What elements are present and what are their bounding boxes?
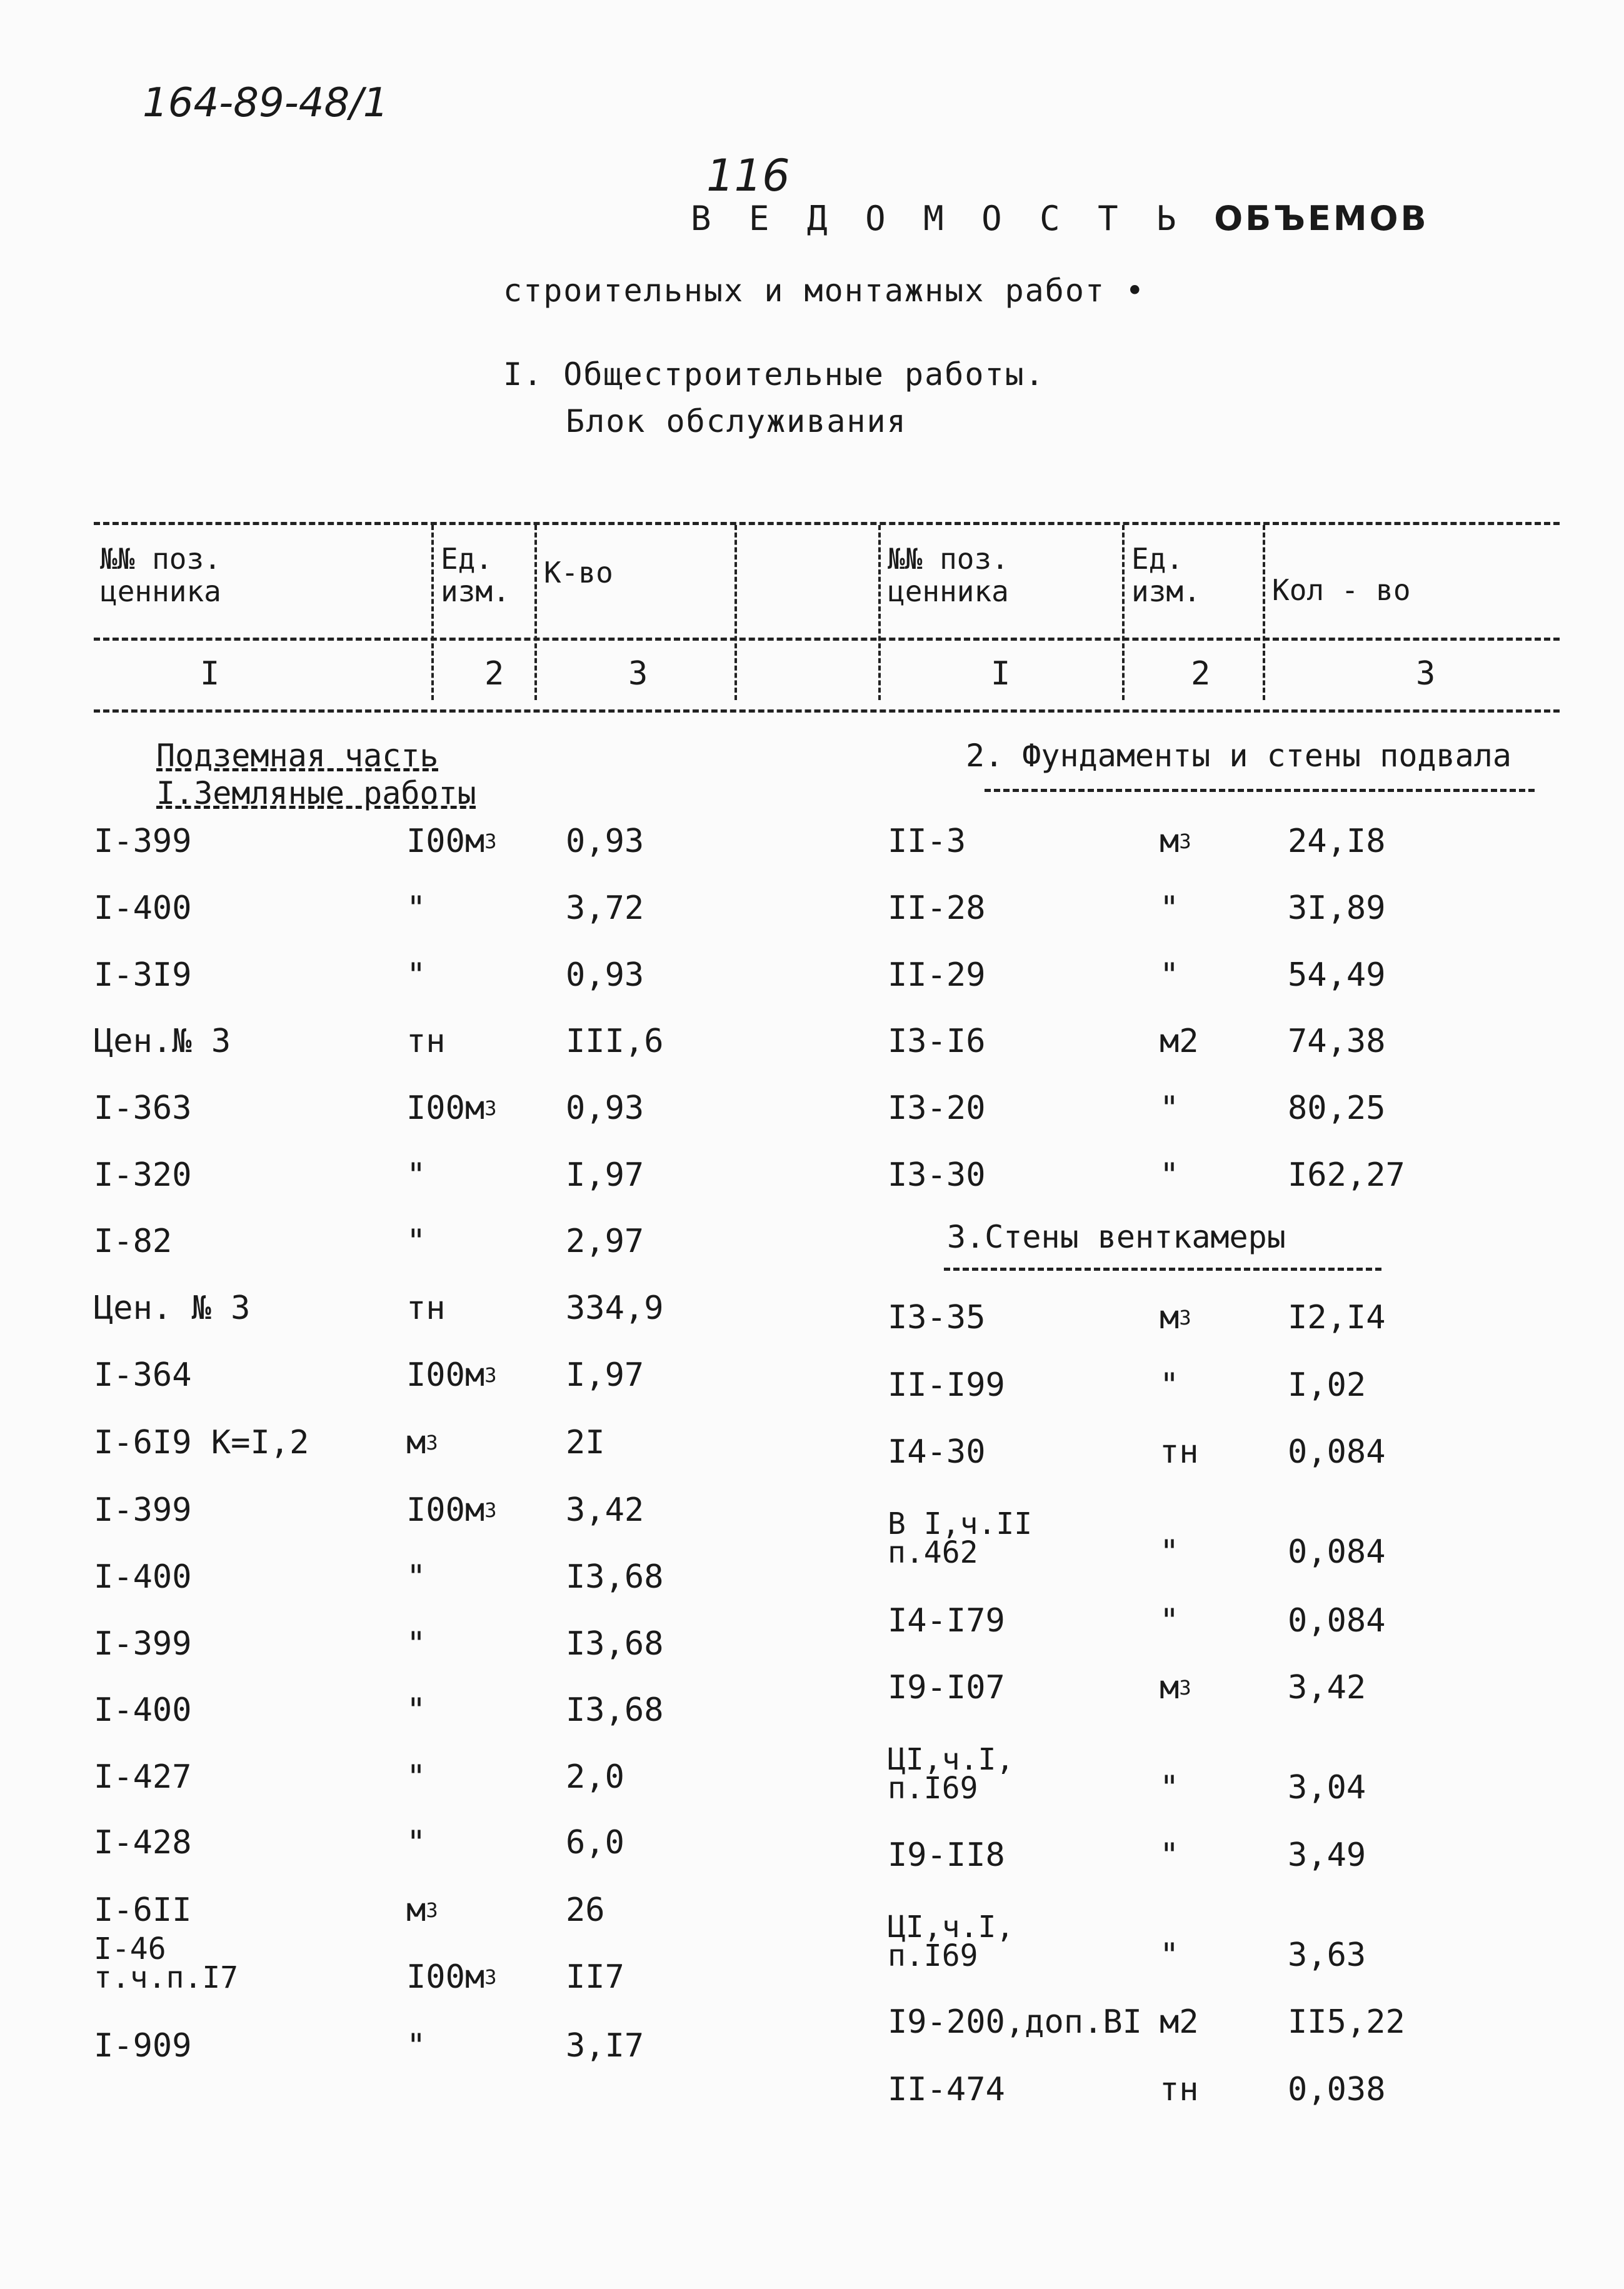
header-qty-right: Кол - во [1272,573,1411,607]
right-qty-cell: 3,04 [1288,1769,1366,1806]
header-unit-left: Ед. изм. [441,542,510,608]
header-pos-right: №№ поз. ценника [888,542,1009,608]
right-qty-cell: 54,49 [1288,956,1386,994]
right-qty-cell: 0,084 [1288,1433,1386,1471]
right-pos-cell: II-474 [888,2071,1005,2108]
left-qty-cell: II7 [566,1958,624,1996]
right-pos-cell: I3-20 [888,1089,986,1127]
right-pos-cell: I4-I79 [888,1602,1005,1640]
left-pos-cell: I-399 [94,1491,192,1529]
left-unit-cell: " [406,1824,426,1861]
left-qty-cell: 3,42 [566,1491,644,1529]
left-qty-cell: 2I [566,1424,605,1461]
left-unit-cell: $I00м^3$ [406,1491,497,1529]
left-unit-cell: " [406,889,426,927]
header-pos-left: №№ поз. ценника [100,542,221,608]
right-heading-foundations: 2. Фундаменты и стены подвала [966,738,1511,774]
right-heading-ventchamber: 3.Стены венткамеры [947,1219,1286,1255]
right-unit-cell: " [1160,1836,1180,1874]
right-heading-foundations-underline [985,789,1535,792]
right-unit-cell: " [1160,956,1180,994]
left-pos-cell: I-400 [94,1691,192,1729]
left-pos-cell: I-427 [94,1758,192,1796]
header-rule-top [94,522,1560,525]
left-unit-cell: " [406,2027,426,2065]
left-qty-cell: 3,72 [566,889,644,927]
right-qty-cell: 3,49 [1288,1836,1366,1874]
right-unit-cell: " [1160,1769,1180,1806]
title-line-2-text: строительных и монтажных работ [503,273,1106,309]
right-pos-cell: I9-I07 [888,1669,1005,1706]
right-qty-cell: 3,63 [1288,1936,1366,1974]
right-pos-cell: II-28 [888,889,986,927]
page-number: 116 [706,150,790,201]
left-qty-cell: 2,97 [566,1223,644,1260]
left-qty-cell: I3,68 [566,1625,664,1663]
right-unit-cell: $м^3$ [1160,823,1191,860]
left-pos-cell: I-400 [94,889,192,927]
left-qty-cell: 334,9 [566,1290,664,1327]
col-divider [534,525,537,700]
left-qty-cell: 0,93 [566,823,644,860]
left-unit-cell: " [406,1691,426,1729]
right-qty-cell: I,02 [1288,1366,1366,1404]
right-unit-cell: $м^3$ [1160,1669,1191,1706]
left-pos-cell: I-399 [94,823,192,860]
right-pos-cell: II-3 [888,823,966,860]
right-qty-cell: 74,38 [1288,1023,1386,1060]
right-unit-cell: тн [1160,2071,1199,2108]
title-word: ОБЪЕМОВ [1214,199,1429,238]
header-qty-left: К-во [544,556,613,589]
left-qty-cell: I3,68 [566,1558,664,1596]
left-pos-cell: I-364 [94,1356,192,1394]
left-pos-cell: Цен. № 3 [94,1290,251,1327]
document-title [691,199,1429,238]
left-pos-cell: I-363 [94,1089,192,1127]
col-divider [878,525,881,700]
left-pos-cell: I-3I9 [94,956,192,994]
right-unit-cell: м2 [1160,1023,1199,1060]
left-unit-cell: $м^3$ [406,1891,438,1929]
right-qty-cell: 24,I8 [1288,823,1386,860]
left-pos-cell: I-399 [94,1625,192,1663]
right-qty-cell: 0,038 [1288,2071,1386,2108]
left-qty-cell: 2,0 [566,1758,624,1796]
header-unit-right: Ед. изм. [1131,542,1201,608]
right-heading-ventchamber-underline [944,1268,1381,1271]
right-unit-cell: " [1160,1366,1180,1404]
right-qty-cell: 0,084 [1288,1602,1386,1640]
right-pos-cell: I9-II8 [888,1836,1005,1874]
left-unit-cell: $I00м^3$ [406,1958,497,1996]
left-unit-cell: $м^3$ [406,1424,438,1461]
left-pos-cell: Цен.№ 3 [94,1023,231,1060]
header-number-2-left: 2 [484,655,504,693]
right-pos-cell: I3-35 [888,1299,986,1336]
left-qty-cell: 26 [566,1891,605,1929]
left-unit-cell: $I00м^3$ [406,823,497,860]
right-pos-cell: II-29 [888,956,986,994]
right-qty-cell: I2,I4 [1288,1299,1386,1336]
right-unit-cell: тн [1160,1433,1199,1471]
right-qty-cell: 3I,89 [1288,889,1386,927]
right-unit-cell: " [1160,1602,1180,1640]
right-pos-cell: ЦI,ч.I, п.I69 [888,1742,1015,1806]
document-code: 164-89-48/1 [143,80,389,126]
right-unit-cell: м2 [1160,2003,1199,2041]
right-pos-cell: ЦI,ч.I, п.I69 [888,1910,1015,1973]
left-heading-underground: Подземная часть [156,738,439,774]
left-unit-cell: $I00м^3$ [406,1356,497,1394]
left-unit-cell: $I00м^3$ [406,1089,497,1127]
col-divider [431,525,434,700]
header-number-1-right: I [991,655,1011,693]
left-unit-cell: " [406,1625,426,1663]
title-spaced: В Е Д О М О С Т Ь [691,199,1185,238]
left-qty-cell: I,97 [566,1356,644,1394]
right-unit-cell: " [1160,889,1180,927]
left-qty-cell: 0,93 [566,956,644,994]
block-title: Блок обслуживания [566,403,907,439]
right-unit-cell: " [1160,1936,1180,1974]
header-number-3-left: 3 [628,655,648,693]
col-divider [1122,525,1125,700]
left-unit-cell: " [406,1223,426,1260]
left-qty-cell: I,97 [566,1156,644,1194]
right-pos-cell: II-I99 [888,1366,1005,1404]
title-line-2 [503,273,1145,309]
col-divider [1263,525,1265,700]
right-qty-cell: I62,27 [1288,1156,1405,1194]
left-pos-cell: I-400 [94,1558,192,1596]
header-rule-bottom [94,709,1560,713]
right-qty-cell: 3,42 [1288,1669,1366,1706]
left-unit-cell: " [406,1558,426,1596]
right-pos-cell: I3-I6 [888,1023,986,1060]
left-pos-cell: I-82 [94,1223,173,1260]
left-pos-cell: I-46 т.ч.п.I7 [94,1931,239,1995]
left-unit-cell: " [406,1156,426,1194]
right-qty-cell: II5,22 [1288,2003,1405,2041]
left-pos-cell: I-909 [94,2027,192,2065]
right-qty-cell: 80,25 [1288,1089,1386,1127]
right-unit-cell: $м^3$ [1160,1299,1191,1336]
right-pos-cell: В I,ч.II п.462 [888,1506,1033,1570]
left-qty-cell: I3,68 [566,1691,664,1729]
header-number-2-right: 2 [1191,655,1211,693]
left-unit-cell: тн [406,1023,446,1060]
left-qty-cell: 0,93 [566,1089,644,1127]
left-unit-cell: " [406,956,426,994]
col-divider [734,525,737,700]
right-unit-cell: " [1160,1156,1180,1194]
left-pos-cell: I-320 [94,1156,192,1194]
left-qty-cell: III,6 [566,1023,664,1060]
right-unit-cell: " [1160,1089,1180,1127]
left-qty-cell: 3,I7 [566,2027,644,2065]
header-number-3-right: 3 [1416,655,1436,693]
left-unit-cell: тн [406,1290,446,1327]
left-unit-cell: " [406,1758,426,1796]
header-rule-middle [94,638,1560,641]
left-heading-earthworks: I.Земляные работы [156,775,476,811]
title-line-2-tail: • [1125,273,1146,309]
right-qty-cell: 0,084 [1288,1533,1386,1571]
left-pos-cell: I-6I9 К=I,2 [94,1424,309,1461]
right-unit-cell: " [1160,1533,1180,1571]
right-pos-cell: I4-30 [888,1433,986,1471]
right-pos-cell: I9-200,доп.BI [888,2003,1142,2041]
left-pos-cell: I-6II [94,1891,192,1929]
section-title: I. Общестроительные работы. [503,356,1045,393]
right-pos-cell: I3-30 [888,1156,986,1194]
left-qty-cell: 6,0 [566,1824,624,1861]
header-number-1-left: I [200,655,220,693]
left-pos-cell: I-428 [94,1824,192,1861]
